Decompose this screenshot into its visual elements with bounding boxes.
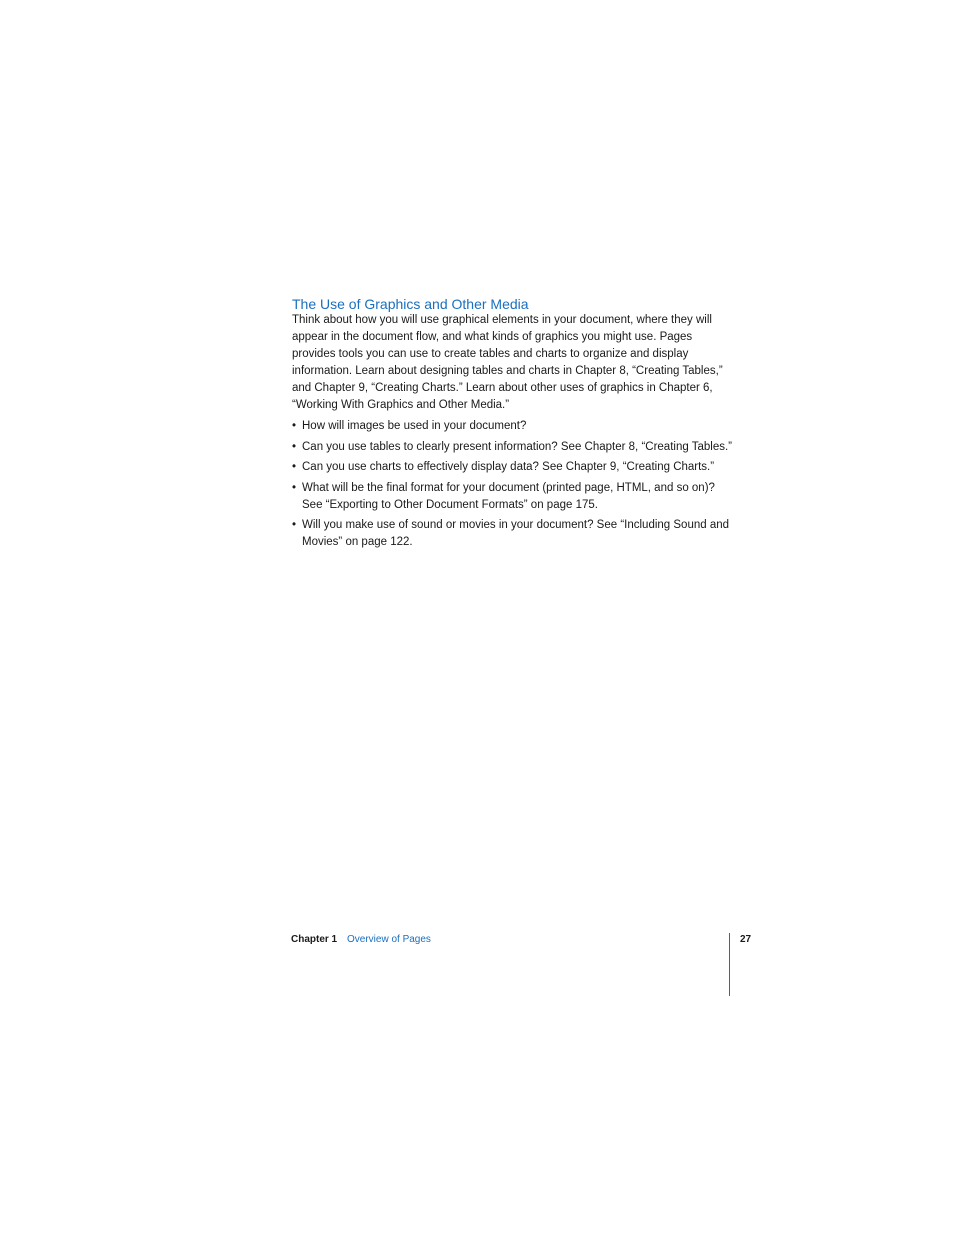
bullet-list [292, 418, 734, 555]
section-heading: The Use of Graphics and Other Media [292, 296, 529, 312]
bullet-icon: • [292, 481, 297, 494]
footer-chapter-label: Chapter 1 [291, 934, 338, 945]
bullet-icon: • [292, 420, 297, 432]
list-item [292, 418, 734, 435]
footer-divider [729, 933, 730, 996]
bullet-icon: • [292, 461, 297, 473]
list-item [292, 459, 734, 476]
list-item [292, 439, 734, 456]
list-item-text: Will you make use of sound or movies in your document? See “Including Sound and Movies” on page 122. [302, 519, 730, 548]
bullet-icon: • [292, 440, 297, 453]
footer-chapter-title: Overview of Pages [347, 934, 431, 945]
list-item [292, 480, 734, 514]
list-item-text: Can you use tables to clearly present information? See Chapter 8, “Creating Tables.” [302, 440, 732, 453]
list-item-text: Can you use charts to effectively display data? See Chapter 9, “Creating Charts.” [302, 461, 715, 473]
list-item-text: What will be the final format for your document (printed page, HTML, and so on)? See “Exporting to Other Document Formats” on page 175. [302, 481, 715, 511]
list-item-text: How will images be used in your document? [302, 420, 527, 432]
page-number: 27 [740, 934, 752, 945]
bullet-icon: • [292, 519, 297, 531]
list-item [292, 517, 734, 551]
body-paragraph: Think about how you will use graphical elements in your document, where they will appear in the document flow, and what kinds of graphics you might use. Pages provides tools you can use to create tables and charts to organize and display information. Learn about designing tables and charts in Chapter 8, “Creating Tables,” and Chapter 9, “Creating Charts.” Learn about other uses of graphics in Chapter 6, “Working With Graphics and Other Media.” [292, 314, 723, 412]
